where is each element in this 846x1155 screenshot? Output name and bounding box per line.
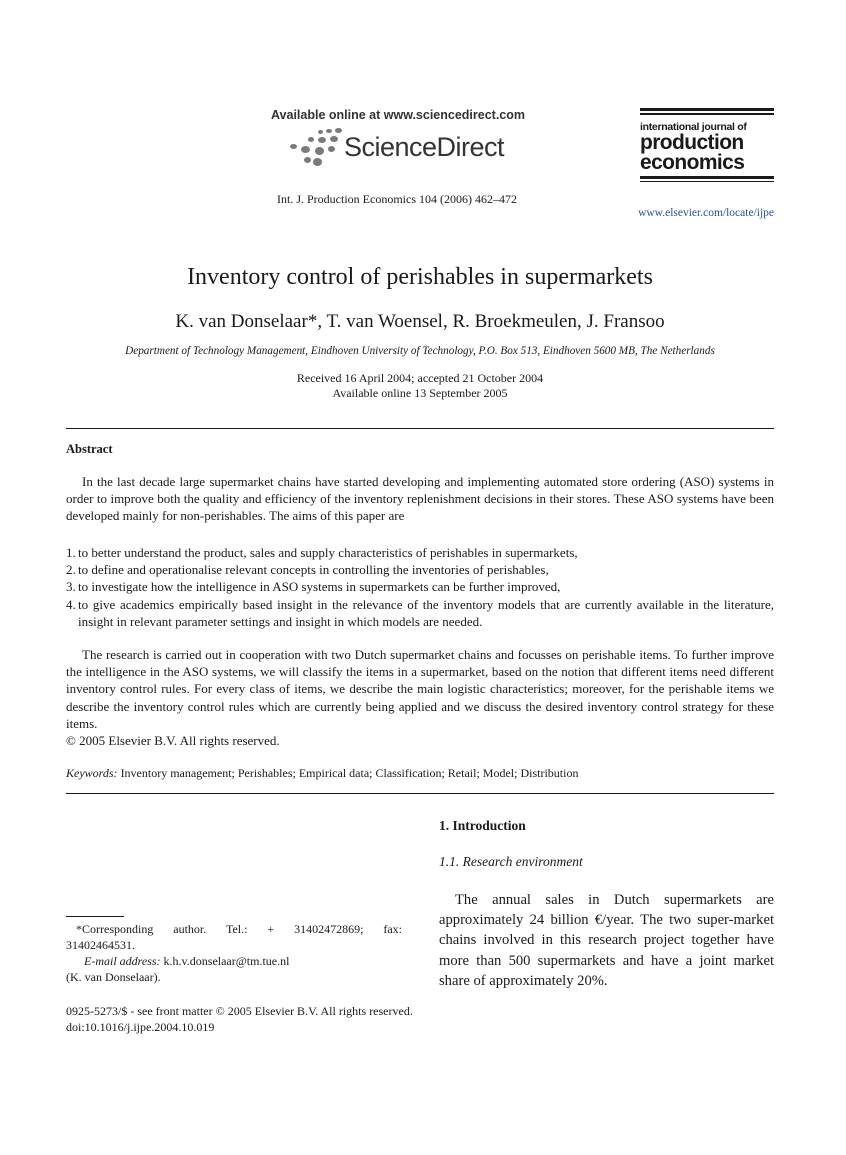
footnote <box>66 921 402 985</box>
subsection-heading: 1.1. Research environment <box>439 854 583 869</box>
journal-logo-line1: production <box>640 130 744 154</box>
list-item: 4. to give academics empirically based insight in the relevance of the inventory models that are currently available in the literature, insight in relevant parameter settings and insight in which models are needed. <box>66 596 774 629</box>
received-date: Received 16 April 2004; accepted 21 October 2004 <box>296 371 544 385</box>
list-item: 1. to better understand the product, sales and supply characteristics of perishables in supermarkets, <box>66 545 578 560</box>
journal-reference: Int. J. Production Economics 104 (2006) 462–472 <box>277 192 517 206</box>
keywords <box>66 766 774 781</box>
journal-logo <box>640 108 774 184</box>
email-link[interactable]: k.h.v.donselaar@tm.tue.nl <box>163 954 290 968</box>
footnote-rule <box>66 916 124 917</box>
divider-bottom <box>66 793 774 794</box>
article-authors: K. van Donselaar*, T. van Woensel, R. Broekmeulen, J. Fransoo <box>175 311 665 332</box>
footnote-corresponding: *Corresponding author. Tel.: + 31402472869; fax: <box>76 922 402 936</box>
keywords-label: Keywords: <box>66 766 118 780</box>
journal-url-link[interactable]: www.elsevier.com/locate/ijpe <box>638 207 774 219</box>
abstract-copyright: © 2005 Elsevier B.V. All rights reserved. <box>66 733 280 748</box>
author-affiliation: Department of Technology Management, Eindhoven University of Technology, P.O. Box 513, Eindhoven 5600 MB, The Netherlands <box>125 345 715 357</box>
available-date: Available online 13 September 2005 <box>332 386 508 400</box>
sciencedirect-logo <box>288 124 528 174</box>
abstract-paragraph-1: In the last decade large supermarket chains have started developing and implementing automated store ordering (ASO) systems in order to improve both the quality and efficiency of the inventory replenishment decisions in their stores. These ASO systems have been developed mainly for non-perishables. The aims of this paper are <box>66 474 774 524</box>
abstract-heading: Abstract <box>66 442 113 456</box>
abstract-paragraph-2: The research is carried out in cooperation with two Dutch supermarket chains and focusses on perishable items. To further improve the intelligence in the ASO systems, we will classify the items in a supermarket, based on the notion that different items need different inventory control rules. For every class of items, we describe the main logistic characteristics; moreover, for the perishable items we describe the inventory control rules which are currently being applied and we discuss the desired inventory control strategy for these items. <box>66 647 774 731</box>
issn-line: 0925-5273/$ - see front matter © 2005 Elsevier B.V. All rights reserved. <box>66 1004 413 1018</box>
keywords-values: Inventory management; Perishables; Empirical data; Classification; Retail; Model; Distribution <box>120 766 579 780</box>
abstract-aims-list <box>66 544 774 630</box>
journal-logo-small-text: international journal of <box>640 120 747 133</box>
section-heading: 1. Introduction <box>439 818 526 833</box>
list-item: 2. to define and operationalise relevant concepts in controlling the inventories of perishables, <box>66 562 549 578</box>
sciencedirect-wordmark: ScienceDirect <box>344 132 505 162</box>
article-dates <box>66 371 774 401</box>
footnote-fax: 31402464531. <box>66 938 135 952</box>
doi-line[interactable]: doi:10.1016/j.ijpe.2004.10.019 <box>66 1020 215 1034</box>
email-label: E-mail address: <box>84 954 161 968</box>
sciencedirect-dots-icon <box>288 128 346 168</box>
footnote-name: (K. van Donselaar). <box>66 970 161 984</box>
divider-top <box>66 428 774 429</box>
intro-paragraph: The annual sales in Dutch supermarkets are approximately 24 billion €/year. The two super-market chains involved in this research project together have more than 500 supermarkets and have a joint market share of approximately 20%. <box>439 892 774 989</box>
list-item: 3. to investigate how the intelligence in ASO systems in supermarkets can be further improved, <box>66 579 561 595</box>
article-title: Inventory control of perishables in supermarkets <box>187 264 653 290</box>
journal-logo-line2: economics <box>640 150 745 174</box>
available-online-text: Available online at www.sciencedirect.com <box>270 108 526 122</box>
front-matter <box>66 1003 486 1035</box>
